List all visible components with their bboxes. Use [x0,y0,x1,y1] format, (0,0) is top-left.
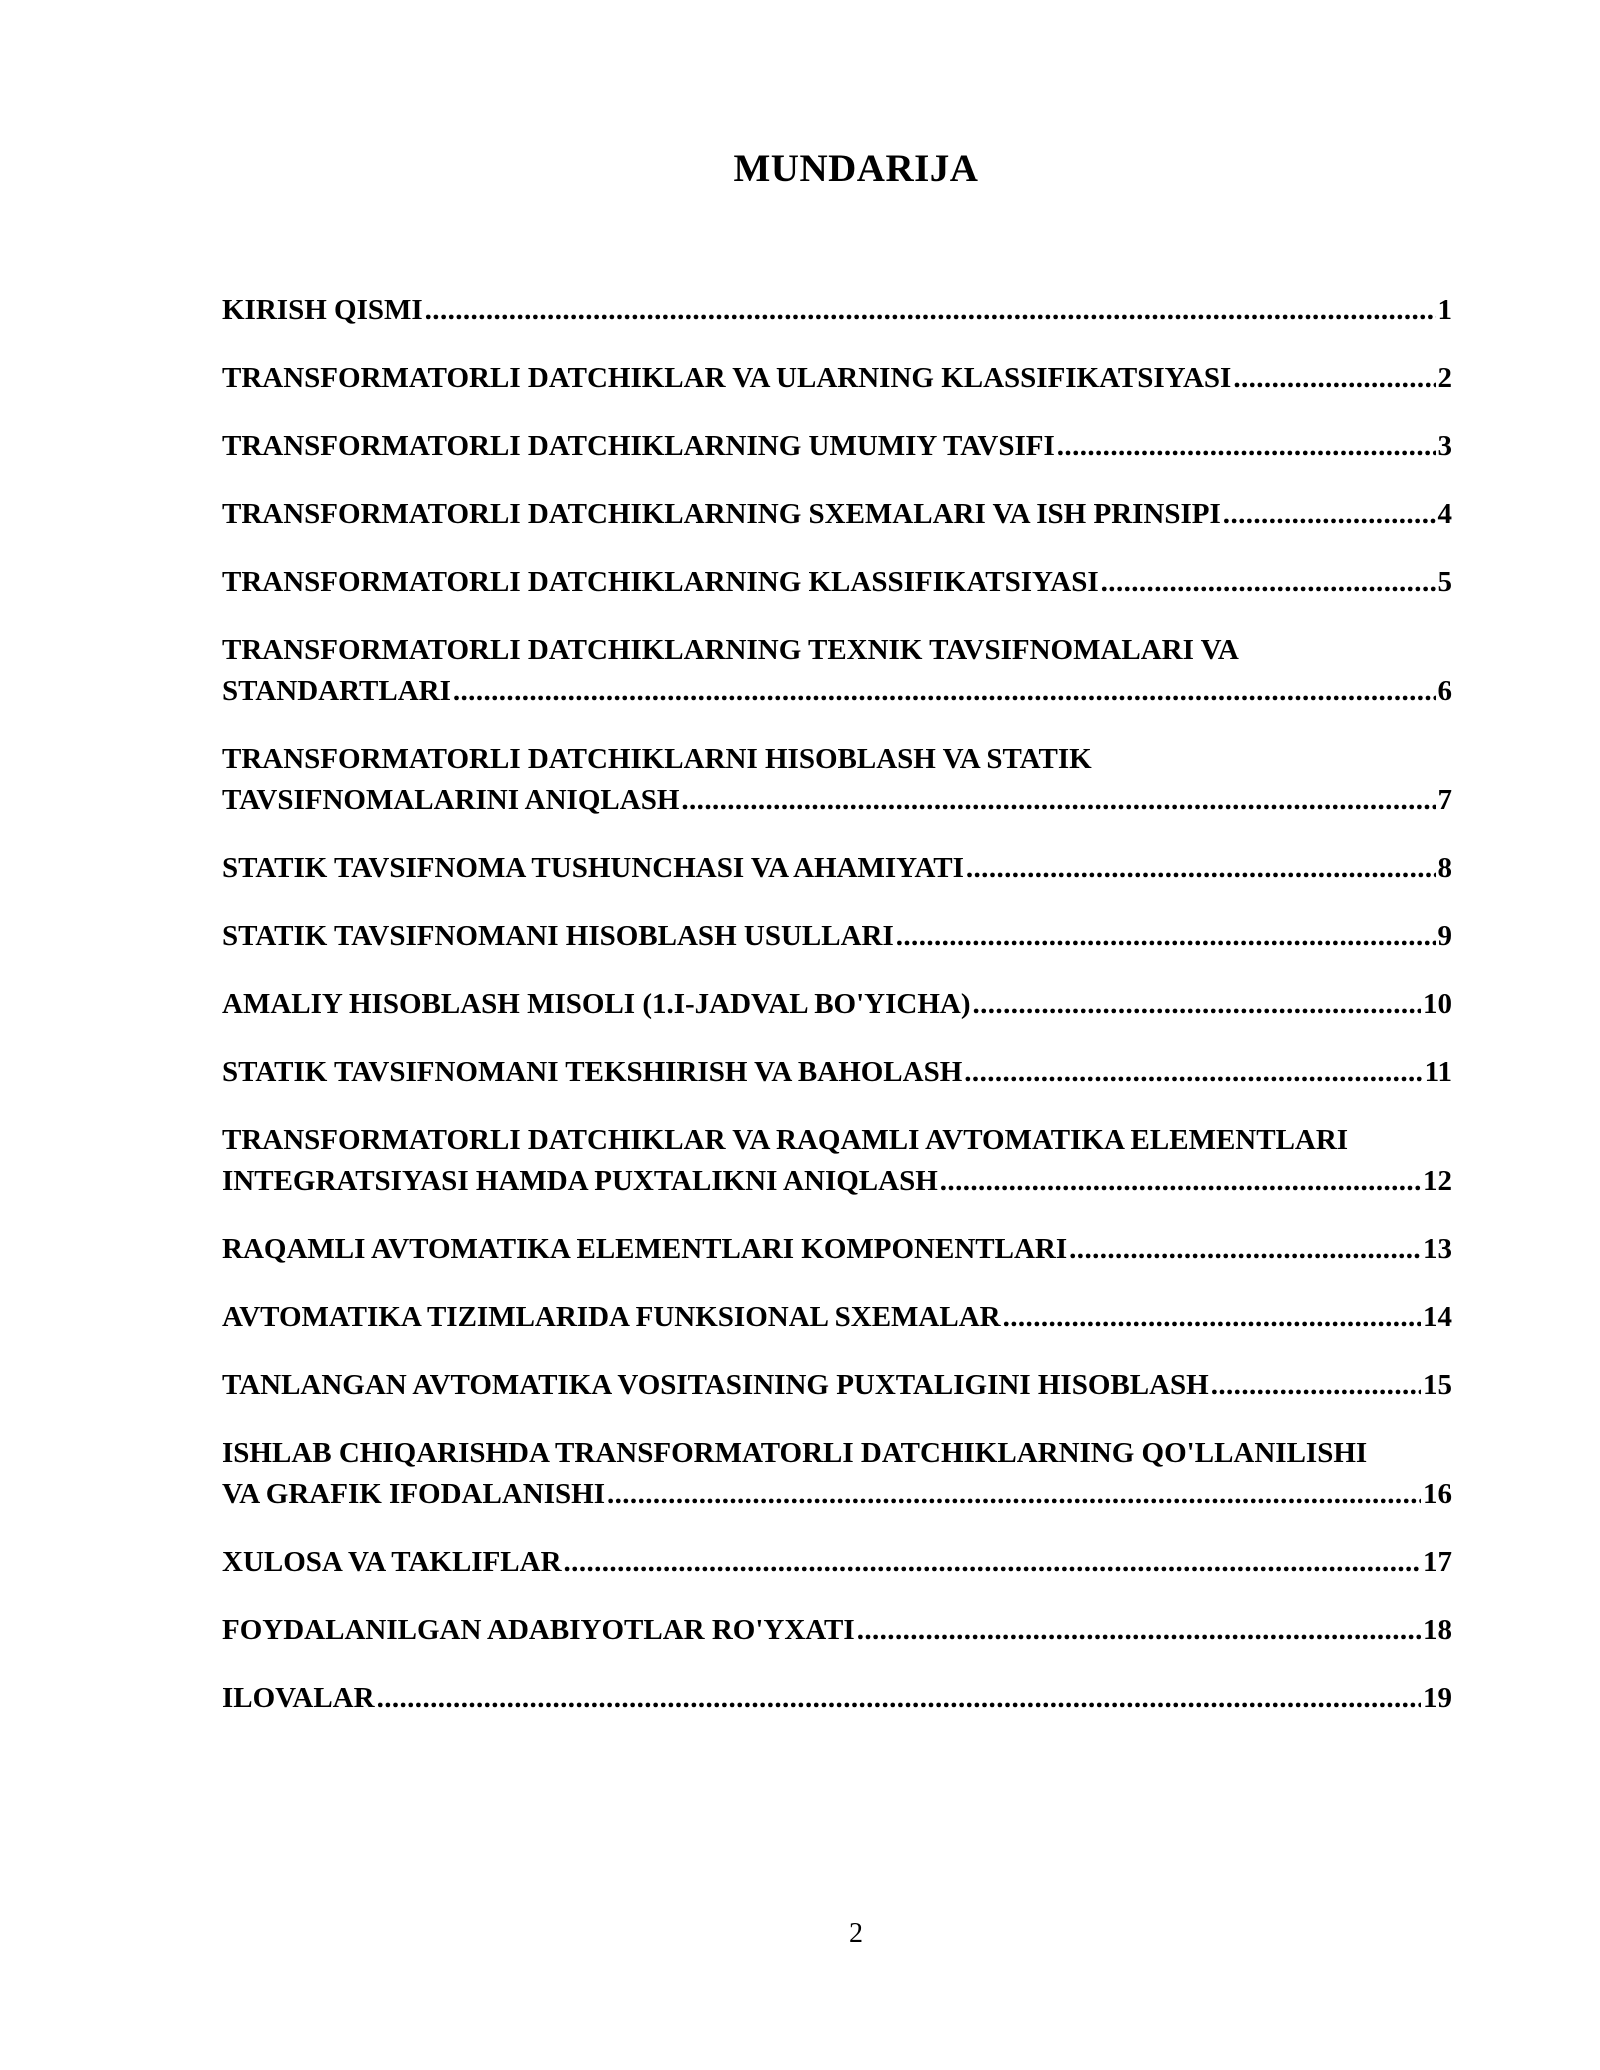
dot-leader [681,780,1435,821]
toc-entry-row [222,780,1452,821]
toc-entry-page-number: 8 [1437,852,1452,884]
dot-leader [1069,1229,1421,1270]
page-title: MUNDARIJA [733,147,979,190]
toc-entry-row [222,1229,1452,1270]
toc-entry[interactable] [222,916,1452,957]
toc-entry[interactable] [222,494,1452,535]
dot-leader [1057,426,1436,467]
toc-entry-page-number: 17 [1423,1546,1452,1578]
dot-leader [453,671,1436,712]
toc-entry-row [222,1542,1452,1583]
toc-entry[interactable] [222,1297,1452,1338]
toc-entry-row [222,1474,1452,1515]
dot-leader [1223,494,1436,535]
toc-entry-title: ILOVALAR [222,1682,375,1714]
toc-entry[interactable] [222,739,1452,821]
toc-entry[interactable] [222,848,1452,889]
toc-entry[interactable] [222,1542,1452,1583]
toc-entry-title: TRANSFORMATORLI DATCHIKLAR VA ULARNING KLASSIFIKATSIYASI [222,362,1232,394]
toc-entry[interactable] [222,1120,1452,1202]
toc-entry-title: TRANSFORMATORLI DATCHIKLARNING KLASSIFIKATSIYASI [222,566,1099,598]
toc-entry[interactable] [222,984,1452,1025]
toc-entry-title: TANLANGAN AVTOMATIKA VOSITASINING PUXTALIGINI HISOBLASH [222,1369,1209,1401]
toc-entry-title: TAVSIFNOMALARINI ANIQLASH [222,784,680,816]
dot-leader [1211,1365,1421,1406]
toc-entry-page-number: 11 [1424,1056,1452,1088]
toc-entry[interactable] [222,1052,1452,1093]
toc-entry-row [222,1161,1452,1202]
dot-leader [377,1678,1421,1719]
dot-leader [425,290,1436,331]
toc-entry-row [222,1052,1452,1093]
toc-entry[interactable] [222,1229,1452,1270]
toc-entry-page-number: 16 [1423,1478,1452,1510]
toc-entry-title-line: TRANSFORMATORLI DATCHIKLAR VA RAQAMLI AVTOMATIKA ELEMENTLARI [222,1124,1349,1156]
toc-entry-title: KIRISH QISMI [222,294,423,326]
toc-entry-title: STANDARTLARI [222,675,451,707]
toc-entry-page-number: 18 [1423,1614,1452,1646]
toc-entry[interactable] [222,290,1452,331]
toc-entry[interactable] [222,358,1452,399]
toc-entry-page-number: 6 [1437,675,1452,707]
dot-leader [972,984,1421,1025]
toc-entry-row [222,562,1452,603]
toc-entry-title-line: TRANSFORMATORLI DATCHIKLARNING TEXNIK TAVSIFNOMALARI VA [222,634,1239,666]
toc-entry-row [222,1297,1452,1338]
dot-leader [940,1161,1421,1202]
toc-entry-row [222,916,1452,957]
toc-entry-page-number: 9 [1437,920,1452,952]
toc-entry-title: VA GRAFIK IFODALANISHI [222,1478,605,1510]
toc-entry-page-number: 10 [1423,988,1452,1020]
dot-leader [896,916,1436,957]
toc-entry-title: STATIK TAVSIFNOMA TUSHUNCHASI VA AHAMIYATI [222,852,964,884]
dot-leader [964,1052,1422,1093]
toc-entry-page-number: 5 [1437,566,1452,598]
toc-entry-title: TRANSFORMATORLI DATCHIKLARNING SXEMALARI VA ISH PRINSIPI [222,498,1221,530]
toc-entry-title: RAQAMLI AVTOMATIKA ELEMENTLARI KOMPONENTLARI [222,1233,1068,1265]
toc-entry-row [222,1365,1452,1406]
toc-entry-page-number: 3 [1437,430,1452,462]
dot-leader [564,1542,1421,1583]
table-of-contents [222,290,1452,1746]
toc-entry-page-number: 1 [1437,294,1452,326]
toc-entry-title-line: ISHLAB CHIQARISHDA TRANSFORMATORLI DATCHIKLARNING QO'LLANILISHI [222,1437,1368,1469]
dot-leader [857,1610,1421,1651]
toc-entry-page-number: 19 [1423,1682,1452,1714]
toc-entry-page-number: 13 [1423,1233,1452,1265]
toc-entry-page-number: 7 [1437,784,1452,816]
toc-entry-page-number: 14 [1423,1301,1452,1333]
toc-entry-title: AVTOMATIKA TIZIMLARIDA FUNKSIONAL SXEMALAR [222,1301,1001,1333]
toc-entry-title-line: TRANSFORMATORLI DATCHIKLARNI HISOBLASH VA STATIK [222,743,1092,775]
toc-entry[interactable] [222,1678,1452,1719]
toc-entry-row [222,1678,1452,1719]
toc-entry[interactable] [222,1365,1452,1406]
page-number: 2 [849,1918,863,1949]
toc-entry-row [222,1610,1452,1651]
toc-entry-page-number: 2 [1437,362,1452,394]
toc-entry[interactable] [222,630,1452,712]
dot-leader [1233,358,1435,399]
toc-entry[interactable] [222,1433,1452,1515]
dot-leader [966,848,1436,889]
toc-entry-row [222,984,1452,1025]
toc-entry-row [222,290,1452,331]
toc-entry-row [222,848,1452,889]
dot-leader [1101,562,1436,603]
toc-entry-title: AMALIY HISOBLASH MISOLI (1.I-JADVAL BO'YICHA) [222,988,971,1020]
dot-leader [607,1474,1421,1515]
toc-entry[interactable] [222,426,1452,467]
toc-entry-title: INTEGRATSIYASI HAMDA PUXTALIKNI ANIQLASH [222,1165,938,1197]
toc-entry-title: TRANSFORMATORLI DATCHIKLARNING UMUMIY TAVSIFI [222,430,1055,462]
toc-entry[interactable] [222,562,1452,603]
dot-leader [1003,1297,1421,1338]
toc-entry-row [222,358,1452,399]
toc-entry-title: STATIK TAVSIFNOMANI HISOBLASH USULLARI [222,920,894,952]
toc-entry-page-number: 15 [1423,1369,1452,1401]
toc-entry-title: XULOSA VA TAKLIFLAR [222,1546,562,1578]
toc-entry[interactable] [222,1610,1452,1651]
toc-entry-page-number: 12 [1423,1165,1452,1197]
toc-entry-title: STATIK TAVSIFNOMANI TEKSHIRISH VA BAHOLASH [222,1056,963,1088]
toc-entry-row [222,494,1452,535]
toc-entry-page-number: 4 [1437,498,1452,530]
toc-entry-row [222,426,1452,467]
toc-entry-title: FOYDALANILGAN ADABIYOTLAR RO'YXATI [222,1614,855,1646]
toc-entry-row [222,671,1452,712]
